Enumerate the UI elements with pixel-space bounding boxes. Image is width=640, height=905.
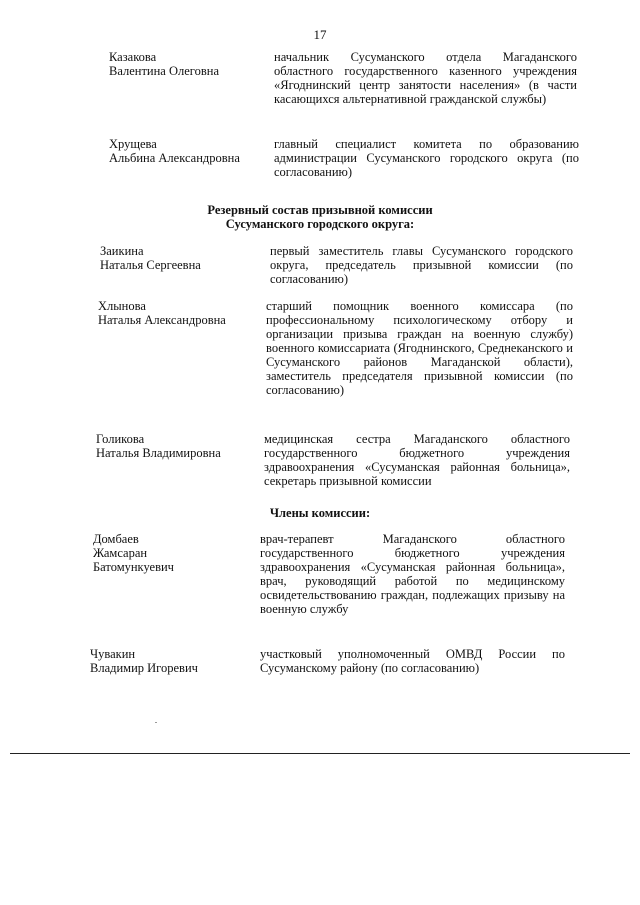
- entry-description: медицинская сестра Магаданского областного государственного бюджетного учреждения здравоохранения «Сусуманская районная больница», секретарь призывной комиссии: [264, 432, 570, 488]
- entry-name: [109, 50, 274, 78]
- given-names: Валентина Олеговна: [109, 64, 220, 78]
- given-names: Наталья Сергеевна: [100, 258, 201, 272]
- given-names: Жамсаран: [93, 546, 148, 560]
- surname: Казакова: [109, 50, 157, 64]
- surname: Домбаев: [93, 532, 139, 546]
- entry-description: врач-терапевт Магаданского областного государственного бюджетного учреждения здравоохранения «Сусуманская районная больница», врач, руководящий работой по медицинскому освидетельствованию граждан, подлежащих призыву на военную службу: [260, 532, 565, 616]
- scan-speck: [155, 722, 157, 723]
- entry-name: [93, 532, 258, 574]
- entry-description: первый заместитель главы Сусуманского городского округа, председатель призывной комиссии (по согласованию): [270, 244, 573, 286]
- entry-name: [109, 137, 274, 165]
- entry-description: старший помощник военного комиссара (по профессиональному психологическому отбору и организации призыва граждан на военную службу) военного комиссариата (Ягоднинского, Среднеканского и Сусуманского районов Магаданской области), заместитель председателя призывной комиссии (по согласованию): [266, 299, 573, 397]
- given-names: Наталья Александровна: [98, 313, 226, 327]
- entry-name: [98, 299, 263, 327]
- reserve-heading: [0, 203, 640, 231]
- entry-description: главный специалист комитета по образованию администрации Сусуманского городского округа (по согласованию): [274, 137, 579, 179]
- given-names: Владимир Игоревич: [90, 661, 198, 675]
- members-heading: Члены комиссии:: [269, 506, 371, 520]
- surname: Хрущева: [109, 137, 157, 151]
- page-number: 17: [313, 27, 327, 42]
- given-names: Наталья Владимировна: [96, 446, 221, 460]
- entry-name: [90, 647, 255, 675]
- entry-name: [100, 244, 265, 272]
- entry-description: начальник Сусуманского отдела Магаданского областного государственного казенного учреждения «Ягоднинский центр занятости населения» (в части касающихся альтернативной гражданской службы): [274, 50, 577, 106]
- entry-name: [96, 432, 261, 460]
- surname: Заикина: [100, 244, 144, 258]
- reserve-heading-line-1: Резервный состав призывной комиссии: [207, 203, 433, 217]
- entry-description: участковый уполномоченный ОМВД России по Сусуманскому району (по согласованию): [260, 647, 565, 675]
- surname: Хлынова: [98, 299, 146, 313]
- surname: Голикова: [96, 432, 145, 446]
- bottom-rule: [10, 753, 630, 754]
- patronymic: Батомункуевич: [93, 560, 174, 574]
- surname: Чувакин: [90, 647, 136, 661]
- given-names: Альбина Александровна: [109, 151, 240, 165]
- reserve-heading-line-2: Сусуманского городского округа:: [225, 217, 415, 231]
